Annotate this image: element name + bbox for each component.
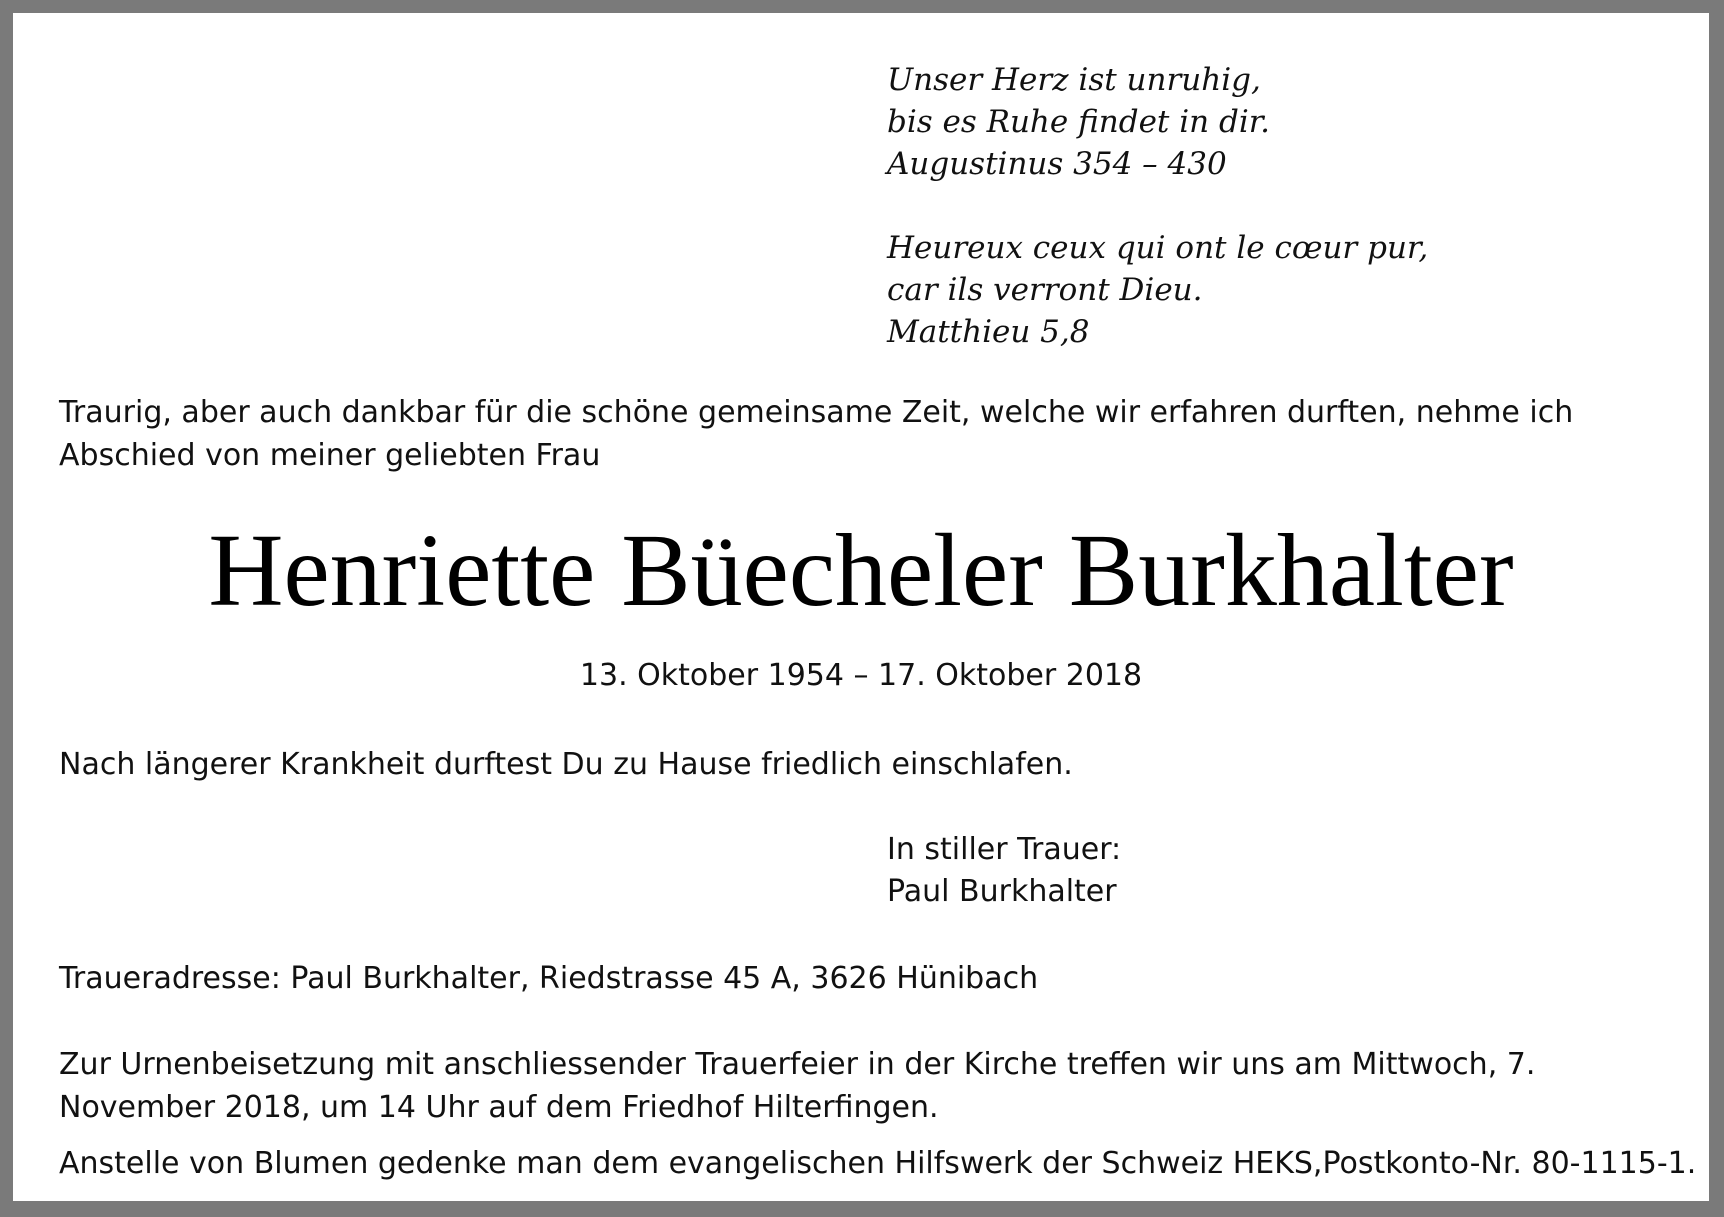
quote-augustinus — [887, 59, 1647, 185]
quotes-section — [887, 59, 1647, 395]
quote-attribution: Matthieu 5,8 — [887, 314, 1090, 350]
quote-line: Heureux ceux qui ont le cœur pur, — [887, 230, 1429, 266]
life-dates: 13. Oktober 1954 – 17. Oktober 2018 — [579, 658, 1143, 693]
mourning-signatory: Paul Burkhalter — [887, 874, 1117, 909]
obituary-card — [13, 13, 1709, 1201]
ceremony-info: Zur Urnenbeisetzung mit anschliessender Trauerfeier in der Kirche treffen wir uns am Mittwoch, 7. November 2018, um 14 Uhr auf dem Friedhof Hilterfingen. — [59, 1047, 1536, 1125]
quote-line: car ils verront Dieu. — [887, 272, 1203, 308]
deceased-name: Henriette Büecheler Burkhalter — [208, 513, 1514, 628]
intro-text: Traurig, aber auch dankbar für die schöne gemeinsame Zeit, welche wir erfahren durften, nehme ich Abschied von meiner geliebten Frau — [59, 395, 1574, 473]
donation-info: Anstelle von Blumen gedenke man dem evangelischen Hilfswerk der Schweiz HEKS,Postkonto-Nr. 80-1115-1. — [59, 1146, 1697, 1181]
mourning-heading: In stiller Trauer: — [887, 832, 1122, 867]
quote-line: Unser Herz ist unruhig, — [887, 62, 1261, 98]
mourning-section — [887, 829, 1667, 913]
quote-line: bis es Ruhe findet in dir. — [887, 104, 1271, 140]
quote-attribution: Augustinus 354 – 430 — [887, 146, 1227, 182]
quote-matthieu — [887, 227, 1647, 353]
illness-text: Nach längerer Krankheit durftest Du zu Hause friedlich einschlafen. — [59, 747, 1073, 782]
mourning-address: Traueradresse: Paul Burkhalter, Riedstrasse 45 A, 3626 Hünibach — [59, 961, 1039, 996]
